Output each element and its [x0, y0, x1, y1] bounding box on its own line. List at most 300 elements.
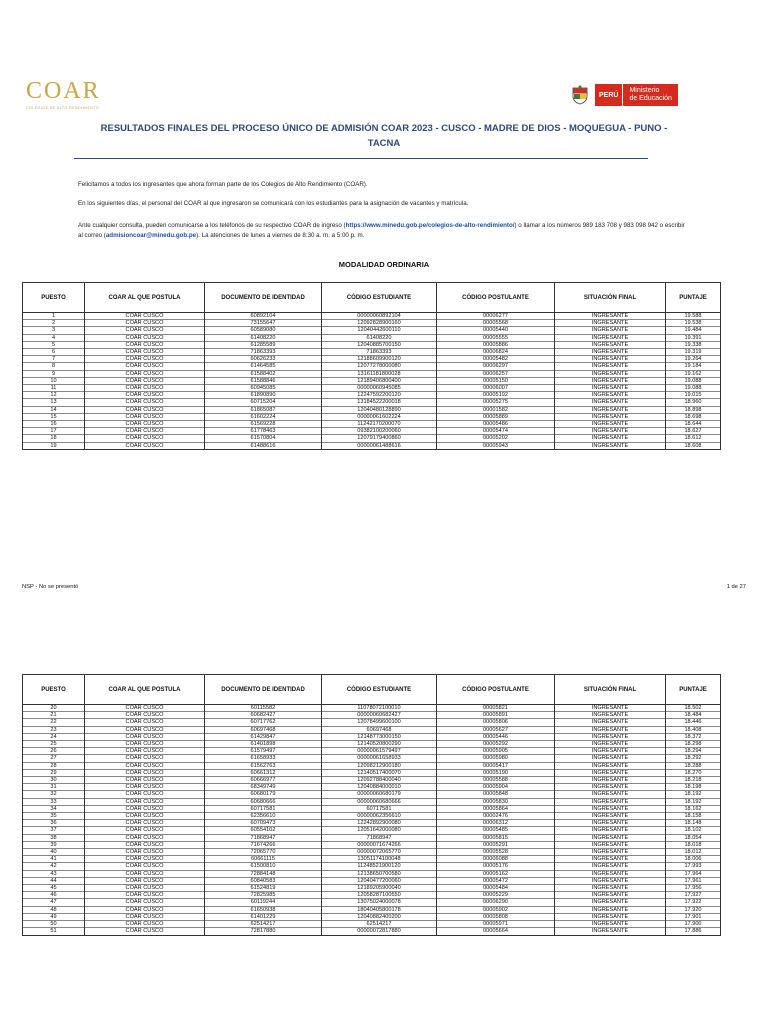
table-cell: 72884148 [205, 870, 322, 877]
table-row [23, 762, 721, 769]
table-cell: 00005864 [437, 805, 555, 812]
table-cell: 71863393 [322, 349, 437, 356]
table-cell: 68349749 [205, 784, 322, 791]
table-cell: 00005568 [437, 320, 555, 327]
table-row [23, 834, 721, 841]
table-cell: 11 [23, 385, 85, 392]
table-cell: 18040405800178 [322, 906, 437, 913]
table-row [23, 726, 721, 733]
table-cell: 5 [23, 341, 85, 348]
table-cell: 61865087 [205, 406, 322, 413]
table-cell: 61579497 [205, 748, 322, 755]
table-cell: 18.446 [666, 719, 721, 726]
table-cell: 00005484 [437, 885, 555, 892]
table-cell: 00006007 [437, 385, 555, 392]
table-cell: INGRESANTE [555, 712, 666, 719]
table-cell: 48 [23, 906, 85, 913]
table-cell: COAR CUSCO [85, 849, 205, 856]
table-cell: 19.319 [666, 349, 721, 356]
table-cell: 00005886 [437, 341, 555, 348]
table-cell: COAR CUSCO [85, 399, 205, 406]
table-cell: 17.901 [666, 913, 721, 920]
minedu-link[interactable]: https://www.minedu.gob.pe/colegios-de-alto-rendimiento/ [345, 222, 515, 229]
table-cell: COAR CUSCO [85, 421, 205, 428]
table-cell: 18.192 [666, 798, 721, 805]
table-cell: 00005472 [437, 877, 555, 884]
table-cell: 40 [23, 849, 85, 856]
table-cell: 18.298 [666, 741, 721, 748]
table-cell: INGRESANTE [555, 906, 666, 913]
table-cell: INGRESANTE [555, 334, 666, 341]
table-cell: INGRESANTE [555, 791, 666, 798]
table-cell: 00005292 [437, 741, 555, 748]
col-situacion: SITUACIÓN FINAL [555, 283, 666, 313]
minedu-logo [569, 84, 678, 106]
table-row [23, 769, 721, 776]
table-cell: 17.961 [666, 877, 721, 884]
table-row [23, 428, 721, 435]
table-cell: 00005806 [437, 719, 555, 726]
table-cell: COAR CUSCO [85, 320, 205, 327]
table-cell: 61464585 [205, 363, 322, 370]
table-cell: 20 [23, 705, 85, 712]
section-title: MODALIDAD ORDINARIA [338, 260, 430, 269]
table-cell: 00005902 [437, 906, 555, 913]
col-documento: DOCUMENTO DE IDENTIDAD [205, 675, 322, 705]
table-cell: COAR CUSCO [85, 762, 205, 769]
table-row [23, 856, 721, 863]
col-codigo-postulante: CÓDIGO POSTULANTE [437, 675, 555, 705]
table-cell: INGRESANTE [555, 885, 666, 892]
table-cell: 17.886 [666, 928, 721, 935]
table-row [23, 741, 721, 748]
table-cell: 60666977 [205, 777, 322, 784]
table-cell: 71868947 [322, 834, 437, 841]
results-body-page2 [23, 705, 721, 936]
table-cell: INGRESANTE [555, 755, 666, 762]
table-cell: INGRESANTE [555, 913, 666, 920]
peru-coat-of-arms-icon [569, 84, 591, 106]
table-cell: COAR CUSCO [85, 906, 205, 913]
table-cell: 00000060892104 [322, 313, 437, 320]
table-cell: 62356610 [205, 813, 322, 820]
table-cell: INGRESANTE [555, 762, 666, 769]
table-cell: 15 [23, 413, 85, 420]
table-cell: COAR CUSCO [85, 349, 205, 356]
table-cell: 00005627 [437, 726, 555, 733]
table-cell: 60589080 [205, 327, 322, 334]
table-cell: INGRESANTE [555, 928, 666, 935]
table-cell: 72825985 [205, 892, 322, 899]
table-cell: 00005229 [437, 892, 555, 899]
table-cell: 00005176 [437, 863, 555, 870]
table-cell: 12040884000010 [322, 784, 437, 791]
table-row [23, 341, 721, 348]
table-cell: COAR CUSCO [85, 406, 205, 413]
table-cell: 18.484 [666, 712, 721, 719]
table-cell: INGRESANTE [555, 813, 666, 820]
contact-text-a: Ante cualquier consulta, pueden comunicarse a los teléfonos de su respectivo COAR de ingreso ( [78, 222, 346, 229]
table-cell: 00000072065770 [322, 849, 437, 856]
table-cell: 28 [23, 762, 85, 769]
table-cell: 38 [23, 834, 85, 841]
table-cell: INGRESANTE [555, 827, 666, 834]
table-row [23, 392, 721, 399]
gov-ministry-line1: Ministerio [629, 87, 660, 94]
table-row [23, 413, 721, 420]
table-cell: 18.698 [666, 413, 721, 420]
table-cell: 00006257 [437, 370, 555, 377]
table-cell: 16 [23, 421, 85, 428]
table-cell: 19.484 [666, 327, 721, 334]
footer-note: NSP - No se presentó [22, 584, 79, 590]
table-cell: 61602224 [205, 413, 322, 420]
table-cell: INGRESANTE [555, 320, 666, 327]
table-cell: 00005202 [437, 435, 555, 442]
table-cell: 12040885700150 [322, 341, 437, 348]
table-cell: COAR CUSCO [85, 334, 205, 341]
table-cell: 60119244 [205, 899, 322, 906]
table-cell: 18.288 [666, 762, 721, 769]
table-cell: 11248521900120 [322, 863, 437, 870]
table-row [23, 899, 721, 906]
table-cell: 00006824 [437, 349, 555, 356]
table-cell: 61429847 [205, 733, 322, 740]
table-cell: INGRESANTE [555, 421, 666, 428]
table-cell: 45 [23, 885, 85, 892]
table-cell: INGRESANTE [555, 442, 666, 449]
table-cell: 24 [23, 733, 85, 740]
table-cell: 00005190 [437, 769, 555, 776]
coar-logo [26, 78, 101, 110]
table-cell: INGRESANTE [555, 834, 666, 841]
table-row [23, 805, 721, 812]
table-cell: COAR CUSCO [85, 442, 205, 449]
table-row [23, 705, 721, 712]
table-cell: 12140517400070 [322, 769, 437, 776]
table-cell: 00000060682427 [322, 712, 437, 719]
table-cell: 17.900 [666, 921, 721, 928]
table-cell: 62514217 [205, 921, 322, 928]
table-cell: INGRESANTE [555, 748, 666, 755]
table-cell: INGRESANTE [555, 820, 666, 827]
page-gap [0, 600, 768, 630]
table-cell: COAR CUSCO [85, 748, 205, 755]
table-row [23, 820, 721, 827]
table-cell: 00005905 [437, 748, 555, 755]
table-cell: 18.006 [666, 856, 721, 863]
table-cell: 12189406800400 [322, 377, 437, 384]
table-cell: 18.192 [666, 791, 721, 798]
col-puntaje: PUNTAJE [666, 675, 721, 705]
title-divider [74, 158, 648, 159]
table-cell: 00002476 [437, 813, 555, 820]
table-cell: 61569228 [205, 421, 322, 428]
table-row [23, 385, 721, 392]
results-table-page2 [22, 674, 721, 936]
coar-logo-text: COAR [26, 78, 101, 104]
table-cell: 39 [23, 841, 85, 848]
table-cell: 43 [23, 870, 85, 877]
table-cell: INGRESANTE [555, 841, 666, 848]
table-cell: COAR CUSCO [85, 341, 205, 348]
col-codigo-postulante: CÓDIGO POSTULANTE [437, 283, 555, 313]
table-cell: 60709473 [205, 820, 322, 827]
table-cell: 60661115 [205, 856, 322, 863]
table-cell: 00005486 [437, 421, 555, 428]
table-cell: 22 [23, 719, 85, 726]
coar-logo-subtitle: COLEGIOS DE ALTO RENDIMIENTO [26, 106, 100, 110]
table-row [23, 421, 721, 428]
table-cell: 00000062356610 [322, 813, 437, 820]
table-cell: 60682427 [205, 712, 322, 719]
table-cell: 00006297 [437, 363, 555, 370]
table-cell: 7 [23, 356, 85, 363]
table-row [23, 349, 721, 356]
table-cell: 13 [23, 399, 85, 406]
table-cell: 00000071674266 [322, 841, 437, 848]
table-cell: 12140520800290 [322, 741, 437, 748]
table-cell: COAR CUSCO [85, 726, 205, 733]
table-cell: INGRESANTE [555, 769, 666, 776]
table-cell: 19.015 [666, 392, 721, 399]
table-cell: 00001582 [437, 406, 555, 413]
table-row [23, 928, 721, 935]
table-cell: INGRESANTE [555, 363, 666, 370]
table-cell: 33 [23, 798, 85, 805]
table-cell: 11242170200070 [322, 421, 437, 428]
table-cell: 19.538 [666, 320, 721, 327]
table-cell: 61778463 [205, 428, 322, 435]
table-cell: 00005980 [437, 755, 555, 762]
table-cell: 00005440 [437, 327, 555, 334]
table-cell: INGRESANTE [555, 849, 666, 856]
table-cell: 00005904 [437, 784, 555, 791]
table-cell: 26 [23, 748, 85, 755]
table-cell: 00005446 [437, 733, 555, 740]
gov-brand-box [595, 84, 678, 106]
table-cell: INGRESANTE [555, 370, 666, 377]
table-cell: 00005417 [437, 762, 555, 769]
table-cell: 12077278000080 [322, 363, 437, 370]
table-cell: 60697468 [322, 726, 437, 733]
table-cell: 61570804 [205, 435, 322, 442]
table-row [23, 870, 721, 877]
table-cell: 60661312 [205, 769, 322, 776]
table-cell: INGRESANTE [555, 428, 666, 435]
table-cell: 61488616 [205, 442, 322, 449]
table-row [23, 849, 721, 856]
table-header-row [23, 675, 721, 705]
table-cell: 17 [23, 428, 85, 435]
gov-country: PERÚ [595, 84, 623, 106]
table-cell: 18.294 [666, 748, 721, 755]
table-cell: INGRESANTE [555, 377, 666, 384]
table-cell: 00000061488616 [322, 442, 437, 449]
table-cell: 00006088 [437, 856, 555, 863]
table-cell: 17.920 [666, 906, 721, 913]
table-cell: 12242892900080 [322, 820, 437, 827]
table-cell: COAR CUSCO [85, 892, 205, 899]
table-cell: COAR CUSCO [85, 705, 205, 712]
table-cell: 00005474 [437, 428, 555, 435]
table-cell: 18.270 [666, 769, 721, 776]
table-cell: 19.264 [666, 356, 721, 363]
table-cell: 18.898 [666, 406, 721, 413]
table-cell: 60697468 [205, 726, 322, 733]
title-line1: RESULTADOS FINALES DEL PROCESO ÚNICO DE ADMISIÓN COAR 2023 - CUSCO - MADRE DE DIOS - MOQUEGUA - PUNO - [100, 123, 668, 134]
table-cell: COAR CUSCO [85, 813, 205, 820]
table-cell: 30 [23, 777, 85, 784]
table-cell: 18.054 [666, 834, 721, 841]
table-cell: 72065770 [205, 849, 322, 856]
table-cell: 60715204 [205, 399, 322, 406]
table-cell: 00006290 [437, 899, 555, 906]
table-cell: COAR CUSCO [85, 856, 205, 863]
table-cell: 18.372 [666, 733, 721, 740]
table-cell: 61285589 [205, 341, 322, 348]
table-row [23, 435, 721, 442]
table-cell: 17.956 [666, 885, 721, 892]
col-documento: DOCUMENTO DE IDENTIDAD [205, 283, 322, 313]
email-link[interactable]: admisioncoar@minedu.gob.pe [105, 231, 197, 239]
table-cell: 00005971 [437, 921, 555, 928]
table-cell: INGRESANTE [555, 399, 666, 406]
table-cell: 42 [23, 863, 85, 870]
table-cell: 2 [23, 320, 85, 327]
table-row [23, 406, 721, 413]
table-cell: COAR CUSCO [85, 719, 205, 726]
table-cell: 00005192 [437, 392, 555, 399]
results-table-page1 [22, 282, 721, 450]
table-cell: INGRESANTE [555, 435, 666, 442]
table-cell: 18.627 [666, 428, 721, 435]
table-cell: COAR CUSCO [85, 798, 205, 805]
table-cell: INGRESANTE [555, 385, 666, 392]
table-cell: COAR CUSCO [85, 428, 205, 435]
paragraph-contact [78, 221, 688, 240]
table-cell: 6 [23, 349, 85, 356]
table-cell: 00005528 [437, 849, 555, 856]
page-number: 1 de 27 [726, 584, 746, 590]
table-cell: 44 [23, 877, 85, 884]
table-cell: 34 [23, 805, 85, 812]
table-row [23, 827, 721, 834]
table-cell: 12098212900180 [322, 762, 437, 769]
table-row [23, 320, 721, 327]
table-cell: 00005555 [437, 334, 555, 341]
table-cell: 4 [23, 334, 85, 341]
table-cell: COAR CUSCO [85, 877, 205, 884]
table-cell: 00000061658933 [322, 755, 437, 762]
table-cell: INGRESANTE [555, 784, 666, 791]
table-cell: 18.292 [666, 755, 721, 762]
table-cell: COAR CUSCO [85, 392, 205, 399]
table-cell: COAR CUSCO [85, 928, 205, 935]
table-cell: 71674266 [205, 841, 322, 848]
table-cell: INGRESANTE [555, 870, 666, 877]
table-cell: COAR CUSCO [85, 385, 205, 392]
table-cell: COAR CUSCO [85, 805, 205, 812]
table-cell: 00000061579497 [322, 748, 437, 755]
table-cell: 19 [23, 442, 85, 449]
table-row [23, 906, 721, 913]
table-cell: 32 [23, 791, 85, 798]
col-puesto: PUESTO [23, 675, 85, 705]
table-cell: 11078072100010 [322, 705, 437, 712]
table-cell: 61408220 [322, 334, 437, 341]
table-cell: 18.198 [666, 784, 721, 791]
table-row [23, 733, 721, 740]
table-cell: 00005291 [437, 841, 555, 848]
table-cell: 12189205900040 [322, 885, 437, 892]
document-page-2 [0, 630, 768, 1024]
table-row [23, 777, 721, 784]
table-cell: 00005815 [437, 834, 555, 841]
table-cell: 17.922 [666, 899, 721, 906]
gov-ministry-line2: de Educación [629, 95, 672, 102]
table-cell: 36 [23, 820, 85, 827]
table-cell: 46 [23, 892, 85, 899]
table-row [23, 798, 721, 805]
table-cell: INGRESANTE [555, 877, 666, 884]
col-codigo-estudiante: CÓDIGO ESTUDIANTE [322, 675, 437, 705]
table-cell: INGRESANTE [555, 392, 666, 399]
table-cell: 60945085 [205, 385, 322, 392]
table-cell: 61401229 [205, 913, 322, 920]
table-cell: 00005943 [437, 442, 555, 449]
table-cell: INGRESANTE [555, 856, 666, 863]
table-cell: 29 [23, 769, 85, 776]
table-cell: 00005162 [437, 870, 555, 877]
table-cell: INGRESANTE [555, 327, 666, 334]
table-cell: INGRESANTE [555, 705, 666, 712]
table-cell: 18.502 [666, 705, 721, 712]
table-cell: COAR CUSCO [85, 356, 205, 363]
table-cell: INGRESANTE [555, 406, 666, 413]
table-cell: 18.408 [666, 726, 721, 733]
table-cell: COAR CUSCO [85, 885, 205, 892]
table-cell: 00000060680179 [322, 791, 437, 798]
title-line2: TACNA [367, 138, 401, 149]
table-cell: 8 [23, 363, 85, 370]
table-row [23, 313, 721, 320]
table-cell: 18.960 [666, 399, 721, 406]
table-cell: 27 [23, 755, 85, 762]
table-cell: 00006277 [437, 313, 555, 320]
table-cell: 60626233 [205, 356, 322, 363]
table-cell: 19.588 [666, 313, 721, 320]
table-cell: 3 [23, 327, 85, 334]
table-row [23, 913, 721, 920]
table-row [23, 327, 721, 334]
table-cell: INGRESANTE [555, 741, 666, 748]
table-cell: 00000072817880 [322, 928, 437, 935]
table-header-row [23, 283, 721, 313]
table-cell: 12078499600100 [322, 719, 437, 726]
table-cell: 00000060680666 [322, 798, 437, 805]
table-row [23, 712, 721, 719]
table-cell: 61650938 [205, 906, 322, 913]
table-cell: COAR CUSCO [85, 834, 205, 841]
table-cell: 13051174100048 [322, 856, 437, 863]
table-cell: 18.018 [666, 841, 721, 848]
table-cell: 61588402 [205, 370, 322, 377]
table-cell: 13161181800028 [322, 370, 437, 377]
table-cell: 12040442600110 [322, 327, 437, 334]
table-cell: 18.612 [666, 435, 721, 442]
table-cell: 00006312 [437, 820, 555, 827]
